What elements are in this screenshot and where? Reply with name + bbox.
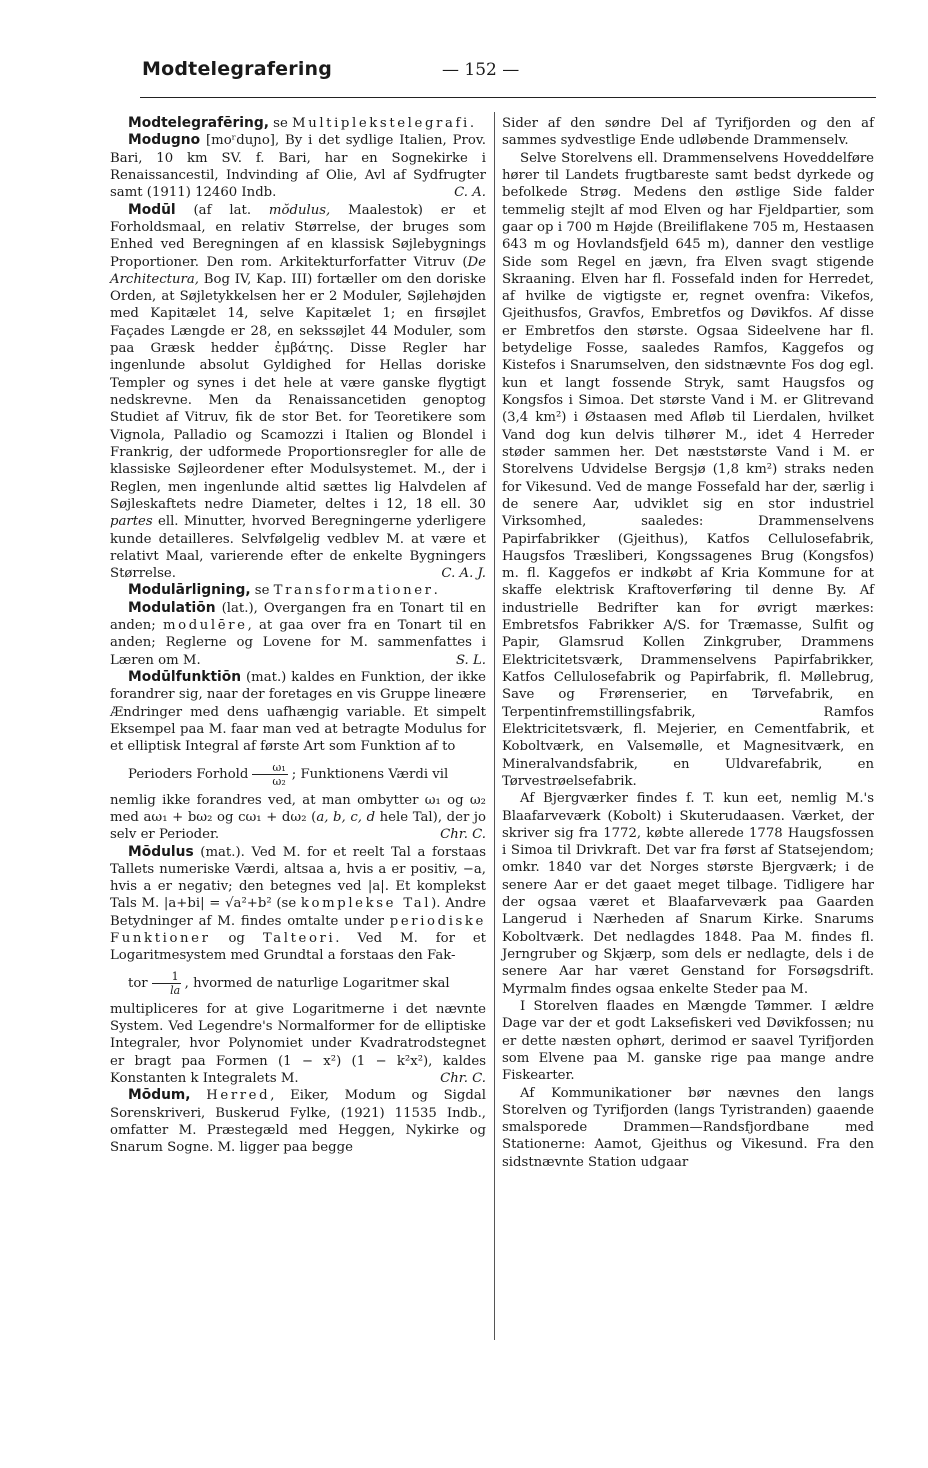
entry-text-italic: De Architectura, xyxy=(110,254,486,287)
entry-modul xyxy=(110,202,486,583)
fraction-denominator: la xyxy=(170,983,181,997)
headword: Modulatiōn xyxy=(128,599,216,616)
headword: Mōdum, xyxy=(128,1087,191,1104)
page-number: — 152 — xyxy=(442,60,520,80)
headword: Mōdulus xyxy=(128,843,194,860)
entry-modum xyxy=(110,1087,486,1156)
cross-reference: Multiplekstelegrafi xyxy=(292,116,470,131)
entry-modulus xyxy=(110,844,486,1088)
entry-text-italic: mŏdulus, xyxy=(268,202,331,218)
paragraph: Af Bjergværker findes f. T. kun eet, nemlig M.'s Blaafarveværk (Kobolt) i Skuterudaasen. Værket, der skriver sig fra 1772, købte allerede 1778 Haugsfossen i Simoa til Drivkraft. Det var fra først af Statsejendom; omkr. 1840 var det Norges største Bjergværk; i de senere Aar er det gaaet meget tilbage. Tidligere har der ogsaa været et Blaafarveværk paa Gaarden Langerud i Nærheden af Snarum Kirke. Snarums Koboltværk. Det nedlagdes 1848. Paa M. findes fl. Jerngruber og Skjærp, som dels er nedlagte, dels i de senere Aar har været Genstand for Forsøgsdrift. Myrmalm findes ogsaa enkelte Steder paa M. xyxy=(502,791,874,997)
headword: Modugno xyxy=(128,132,201,149)
entry-text: , at gaa over fra en Tonart til en anden; Reglerne og Lovene for M. sammenfattes i Læren om M. xyxy=(110,618,486,668)
author-initials: Chr. C. xyxy=(440,1070,486,1086)
header-rule xyxy=(140,97,876,98)
entry-text: (mat.) kaldes en Funktion, der ikke forandrer sig, naar der foretages en vis Gruppe lineære Ændringer med dens uafhængig variable. Et simpelt Eksempel paa M. faar man ved at betragte Modulus for et elliptisk Integral af første Art som Funktion af to xyxy=(110,670,486,755)
headword: Modulārligning, xyxy=(128,582,251,599)
entry-text: nemlig ikke forandres ved, at man ombytter ω₁ og ω₂ med aω₁ + bω₂ og cω₁ + dω₂ ( xyxy=(110,792,486,825)
spaced-term: komplekse Tal xyxy=(300,896,432,912)
entry-text: hele Tal), der jo selv er Perioder. xyxy=(110,809,486,843)
formula-text: , hvormed de naturlige Logaritmer skal xyxy=(184,975,450,991)
entry-text: se xyxy=(250,583,274,599)
author-initials: Chr. C. xyxy=(440,827,486,843)
entry-text-italic: partes xyxy=(110,514,153,530)
formula-line xyxy=(110,970,486,997)
spaced-term: periodiske Funktioner xyxy=(110,913,486,947)
entry-modulation xyxy=(110,600,486,669)
paragraph: I Storelven flaades en Mængde Tømmer. I ældre Dage var der et godt Laksefiskeri ved Døvikfossen; nu er dette næsten ophørt, derimod er saavel Tyrifjorden som Elvene paa M. ganske rige paa mange andre Fiskearter. xyxy=(502,998,874,1084)
entry-text: se xyxy=(268,116,293,131)
paragraph: Af Kommunikationer bør nævnes den langs Storelven og Tyrifjorden (langs Tyristranden) gaaende smalsporede Drammen—Randsfjordbane med Stationerne: Aamot, Gjeithus og Vikesund. Fra den sidstnævnte Station udgaar xyxy=(502,1085,874,1170)
entry-modulfunktion xyxy=(110,669,486,844)
headword: Modtelegrafēring, xyxy=(128,115,269,131)
entry-text: multipliceres for at give Logaritmerne i det nævnte System. Ved Legendre's Normalformer for de elliptiske Integraler, hvor Polynomiet under Kvadratrodstegnet er bragt paa Formen (1 − x²) (1 − k²x²), kaldes Konstanten k Integralets M. xyxy=(110,1001,486,1086)
entry-text: [moʳduɲo], By i det sydlige Italien, Prov. Bari, 10 km SV. f. Bari, har en Sognekirke i Renaissancestil, Indvinding af Olie, Avl af Sydfrugter samt (1911) 12460 Indb. xyxy=(110,133,486,201)
fraction-numerator: 1 xyxy=(152,970,181,984)
author-initials: C. A. xyxy=(454,185,486,201)
formula-text: ; Funktionens Værdi vil xyxy=(291,766,449,782)
spaced-term: modulēre xyxy=(162,618,248,634)
running-head: Modtelegrafering xyxy=(142,58,333,80)
entry-modugno xyxy=(110,132,486,201)
paragraph: Sider af den søndre Del af Tyrifjorden og den af sammes sydvestlige Ende udløbende Drammenselv. xyxy=(502,116,874,149)
entry-text: og xyxy=(210,931,263,947)
left-column xyxy=(110,115,486,1157)
entry-text: , Eiker, Modum og Sigdal Sorenskriveri, Buskerud Fylke, (1921) 11535 Indb., omfatter M. Præstegæld med Heggen, Nykirke og Snarum Sogne. M. ligger paa begge xyxy=(110,1088,486,1156)
paragraph: Selve Storelvens ell. Drammenselvens Hoveddelføre hører til Landets frugtbareste samt bedst dyrkede og befolkede Strøg. Medens den østlige Side falder temmelig stejlt af mod Elven og har Fjeldpartier, som gaar op i 700 m Højde (Breiliflakene 705 m, Hestaasen 643 m og Hovlandsfjeld 645 m), danner den vestlige Side som Regel en jævn, fra Elven svagt stigende Skraaning. Elven har fl. Fossefald inden for Herredet, af hvilke de vigtigste er, regnet ovenfra: Vikefos, Gjeithusfos, Gravfos, Embretfos og Døvikfos. Af disse er Embretfos den største. Ogsaa Sideelvene har fl. betydelige Fosse, saaledes Ramfos, Kaggefos og Kistefos i Snarumselven, den sidstnævnte Fos dog egl. kun et langt fossende Stryk, samt Haugsfos og Kongsfos i Simoa. Det største Vand i M. er Glitrevand (3,4 km²) i Østaasen med Afløb til Lierdalen, hvilket Vand dog kun delvis tilhører M., idet 4 Herreder støder sammen her. Det næststørste Vand i M. er Storelvens Udvidelse Bergsjø (1,8 km²) straks neden for Vikesund. Ved de mange Fossefald har der, særlig i de senere Aar, udviklet sig en stor industriel Virksomhed, saaledes: Drammenselvens Papirfabrikker (Gjeithus), Katfos Cellulosefabrik, Haugsfos Træsliberi, Kongssagenes Brug (Kongsfos) m. fl. Kaggefos er indkøbt af Kria Kommune for at skaffe elektrisk Kraftoverføring til denne By. Af industrielle Bedrifter kan for øvrigt mærkes: Embretsfos Fabrikker A/S. for Træmasse, Sulfit og Papir, Glamsrud Kollen Zinkgruber, Drammens Elektricitetsværk, Drammenselvens Papirfabrikker, Katfos Cellulosefabrik og Papirfabrik, fl. Møllebrug, Save og Frørenserier, en Tørvefabrik, en Terpentinfremstillingsfabrik, Ramfos Elektricitetsværk, fl. Mejerier, en Cementfabrik, et Koboltværk, en Valsemølle, et Magnesitværk, en Mineralvandsfabrik, en Uldvarefabrik, en Tørvestrøelsefabrik. xyxy=(502,150,874,789)
formula-line xyxy=(110,761,486,788)
entry-text-italic: a, b, c, d xyxy=(316,809,376,825)
spaced-term: Herred xyxy=(206,1088,271,1104)
entry-text: ell. Minutter, hvorved Beregningerne yderligere kunde detailleres. Selvfølgelig vedblev M. at være et relativt Maal, varierende efter de enkelte Bygningers Størrelse. xyxy=(110,514,486,582)
formula-text: Perioders Forhold xyxy=(128,766,249,782)
entry-text: (mat.). Ved M. for et reelt Tal a forstaas Tallets numeriske Værdi, altsaa a, hvis a er positiv, −a, hvis a er negativ; den betegnes ved |a|. Et komplekst Tals M. |a+bi| = √a²+b² (se xyxy=(110,844,486,912)
fraction-numerator: ω₁ xyxy=(252,761,287,775)
entry-modularligning xyxy=(110,582,486,599)
author-initials: C. A. J. xyxy=(441,566,486,582)
fraction-denominator: ω₂ xyxy=(272,774,286,788)
fraction xyxy=(252,761,287,788)
right-column xyxy=(502,115,874,1171)
entry-text: Bog IV, Kap. III) fortæller om den doriske Orden, at Søjletykkelsen her er 2 Moduler, Søjlehøjden med Kapitælet 14, selve Kapitælet 1; en firsøjlet Façades Længde er 28, en sekssøjlet 44 Moduler, som paa Græsk hedder ἐμβάτης. Disse Regler har ingenlunde absolut Gyldighed for Hellas doriske Templer og synes i det hele at være ganske flygtigt nedskrevne. Men da Renaissancetiden genoptog Studiet af Vitruv, fik de stor Bet. for Teoretikere som Vignola, Palladio og Scamozzi i Italien og Blondel i Frankrig, der udformede Proportionsregler for alle de klassiske Søjleordener efter Modulsystemet. M., der i Reglen, men ingenlunde altid sættes lig Halvdelen af Søjleskaftets nedre Diameter, deltes i 12, 18 ell. 30 xyxy=(110,271,486,512)
entry-modtelegrafering xyxy=(110,115,486,132)
column-divider xyxy=(494,112,495,1340)
formula-text: tor xyxy=(128,975,148,991)
entry-text: ). Andre Betydninger af M. findes omtalte under xyxy=(110,896,486,929)
page-header xyxy=(142,58,874,88)
entry-text: (af lat. xyxy=(175,202,269,218)
entry-text: . xyxy=(433,583,438,599)
author-initials: S. L. xyxy=(455,652,486,668)
entry-text: (lat.), Overgangen fra en Tonart til en anden; xyxy=(110,600,486,634)
cross-reference: Transformationer xyxy=(273,583,434,599)
fraction xyxy=(152,970,181,997)
entry-text: Maalestok) er et Forholdsmaal, en relativ Størrelse, der bruges som Enhed ved Beregningen af en klassisk Søjlebygnings Proportioner. Den rom. Arkitekturforfatter Vitruv ( xyxy=(110,202,486,270)
headword: Modūlfunktiōn xyxy=(128,669,242,685)
entry-text: . xyxy=(469,116,475,131)
headword: Modūl xyxy=(128,201,176,218)
spaced-term: Talteori xyxy=(262,931,336,947)
entry-text: . Ved M. for et Logaritmesystem med Grundtal a forstaas den Fak- xyxy=(110,931,486,964)
